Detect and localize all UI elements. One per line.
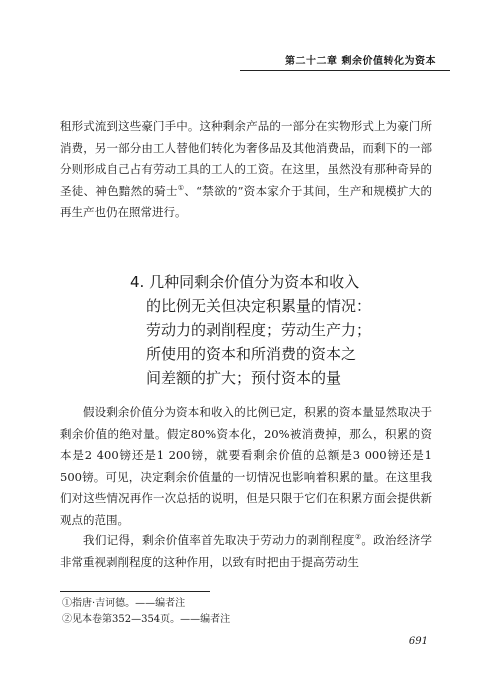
page-number: 691	[408, 636, 428, 647]
section-title-line: 的比例无关但决定积累量的情况：	[146, 297, 372, 316]
paragraph-3-tail: 。政治经济学非常重视剥削程度的这种作用，以致有时把由于提高劳动生	[60, 533, 432, 569]
paragraph-3	[60, 530, 432, 573]
paragraph-1	[60, 116, 432, 224]
footnote-ref-1: ①	[177, 183, 185, 192]
footnote-ref-2: ②	[354, 533, 362, 542]
header-rule	[240, 70, 450, 71]
section-title-line: 间差额的扩大；预付资本的量	[146, 369, 342, 388]
footnote-1: ①指唐·吉诃德。——编者注	[62, 598, 186, 609]
running-head: 第二十二章 剩余价值转化为资本	[285, 56, 436, 67]
paragraph-2: 假设剩余价值分为资本和收入的比例已定，积累的资本量显然取决于剩余价值的绝对量。假定80%资本化，20%被消费掉，那么，积累的资本是2 400镑还是1 200镑，就要看剩余价值的总额是3 000镑还是1 500镑。可见，决定剩余价值量的一切情况也影响着积累的量。在这里我们对这些情况再作一次总括的说明，但是只限于它们在积累方面会提供新观点的范围。	[60, 405, 432, 527]
section-title	[130, 270, 410, 390]
footnotes	[62, 596, 432, 628]
paragraph-3-text: 我们记得，剩余价值率首先取决于劳动力的剥削程度	[83, 533, 355, 547]
footnote-2: ②见本卷第352—354页。——编者注	[62, 614, 231, 625]
section-title-line: 所使用的资本和所消费的资本之	[146, 345, 357, 364]
paragraph-1-tail: 、“禁欲的”资本家介于其间，生产和规模扩大的再生产也仍在照常进行。	[60, 183, 432, 219]
footnote-rule	[60, 591, 210, 592]
paragraph-1-text: 租形式流到这些豪门手中。这种剩余产品的一部分在实物形式上为豪门所消费，另一部分由工人替他们转化为奢侈品及其他消费品，而剩下的一部分则形成自己占有劳动工具的工人的工资。在这里，虽然没有那种奇异的圣徒、神色黯然的骑士	[60, 119, 432, 198]
section-title-line: 劳动力的剥削程度；劳动生产力；	[146, 321, 372, 340]
section-title-line: 4. 几种同剩余价值分为资本和收入	[130, 273, 360, 292]
